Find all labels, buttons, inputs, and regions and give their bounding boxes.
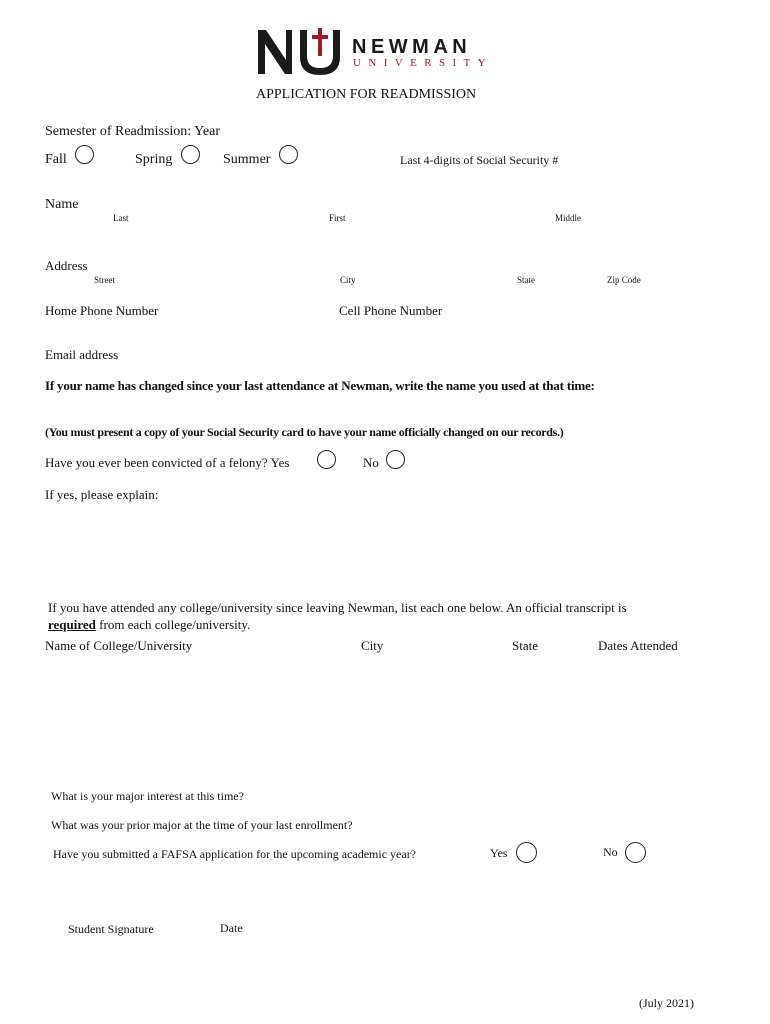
college-col-dates: Dates Attended bbox=[598, 638, 678, 653]
fall-option-label: Fall bbox=[45, 152, 67, 167]
fafsa-yes-radio[interactable] bbox=[516, 842, 537, 863]
felony-yes-radio[interactable] bbox=[317, 450, 336, 469]
college-instructions-line1: If you have attended any college/university since leaving Newman, list each one below. An official transcript is bbox=[48, 600, 627, 615]
college-instructions-line2 bbox=[48, 617, 250, 633]
form-title: APPLICATION FOR READMISSION bbox=[256, 87, 477, 102]
summer-radio[interactable] bbox=[279, 145, 298, 164]
name-change-label: If your name has changed since your last attendance at Newman, write the name you used at that time: bbox=[45, 378, 595, 393]
prior-major-question: What was your prior major at the time of your last enrollment? bbox=[51, 818, 353, 832]
spring-option-label: Spring bbox=[135, 152, 173, 167]
name-middle-caption: Middle bbox=[555, 213, 581, 223]
college-col-state: State bbox=[512, 638, 538, 653]
name-label: Name bbox=[45, 197, 79, 212]
email-label: Email address bbox=[45, 347, 119, 362]
logo-wordmark: NEWMAN bbox=[352, 36, 472, 58]
summer-option-label: Summer bbox=[223, 152, 271, 167]
felony-yes-label: Yes bbox=[270, 455, 290, 470]
semester-label: Semester of Readmission: Year bbox=[45, 124, 220, 139]
college-col-city: City bbox=[361, 638, 384, 653]
college-col-name: Name of College/University bbox=[45, 638, 193, 653]
fafsa-question: Have you submitted a FAFSA application for the upcoming academic year? bbox=[53, 847, 417, 861]
college-instructions-tail: from each college/university. bbox=[95, 617, 251, 632]
fafsa-no-radio[interactable] bbox=[625, 842, 646, 863]
explain-label: If yes, please explain: bbox=[45, 487, 159, 502]
revision-date: (July 2021) bbox=[639, 996, 694, 1010]
nu-monogram-icon bbox=[256, 26, 348, 76]
address-label: Address bbox=[45, 258, 88, 273]
student-signature-label: Student Signature bbox=[68, 922, 154, 936]
logo-subtitle: UNIVERSITY bbox=[353, 57, 493, 69]
felony-no-label: No bbox=[363, 455, 379, 470]
required-emphasis: required bbox=[48, 617, 96, 632]
ss-card-note: (You must present a copy of your Social Security card to have your name officially changed on our records.) bbox=[45, 425, 564, 439]
felony-no-radio[interactable] bbox=[386, 450, 405, 469]
address-street-caption: Street bbox=[94, 275, 115, 285]
felony-question bbox=[45, 455, 289, 471]
fall-radio[interactable] bbox=[75, 145, 94, 164]
signature-date-label: Date bbox=[220, 921, 243, 935]
fafsa-yes-label: Yes bbox=[490, 846, 508, 860]
felony-question-text: Have you ever been convicted of a felony? bbox=[45, 455, 268, 470]
address-state-caption: State bbox=[517, 275, 535, 285]
major-interest-question: What is your major interest at this time? bbox=[51, 789, 244, 803]
name-last-caption: Last bbox=[113, 213, 129, 223]
name-first-caption: First bbox=[329, 213, 346, 223]
home-phone-label: Home Phone Number bbox=[45, 303, 159, 318]
spring-radio[interactable] bbox=[181, 145, 200, 164]
fafsa-no-label: No bbox=[603, 845, 618, 859]
ssn-label: Last 4-digits of Social Security # bbox=[400, 153, 559, 167]
address-city-caption: City bbox=[340, 275, 356, 285]
address-zip-caption: Zip Code bbox=[607, 275, 641, 285]
cell-phone-label: Cell Phone Number bbox=[339, 303, 443, 318]
